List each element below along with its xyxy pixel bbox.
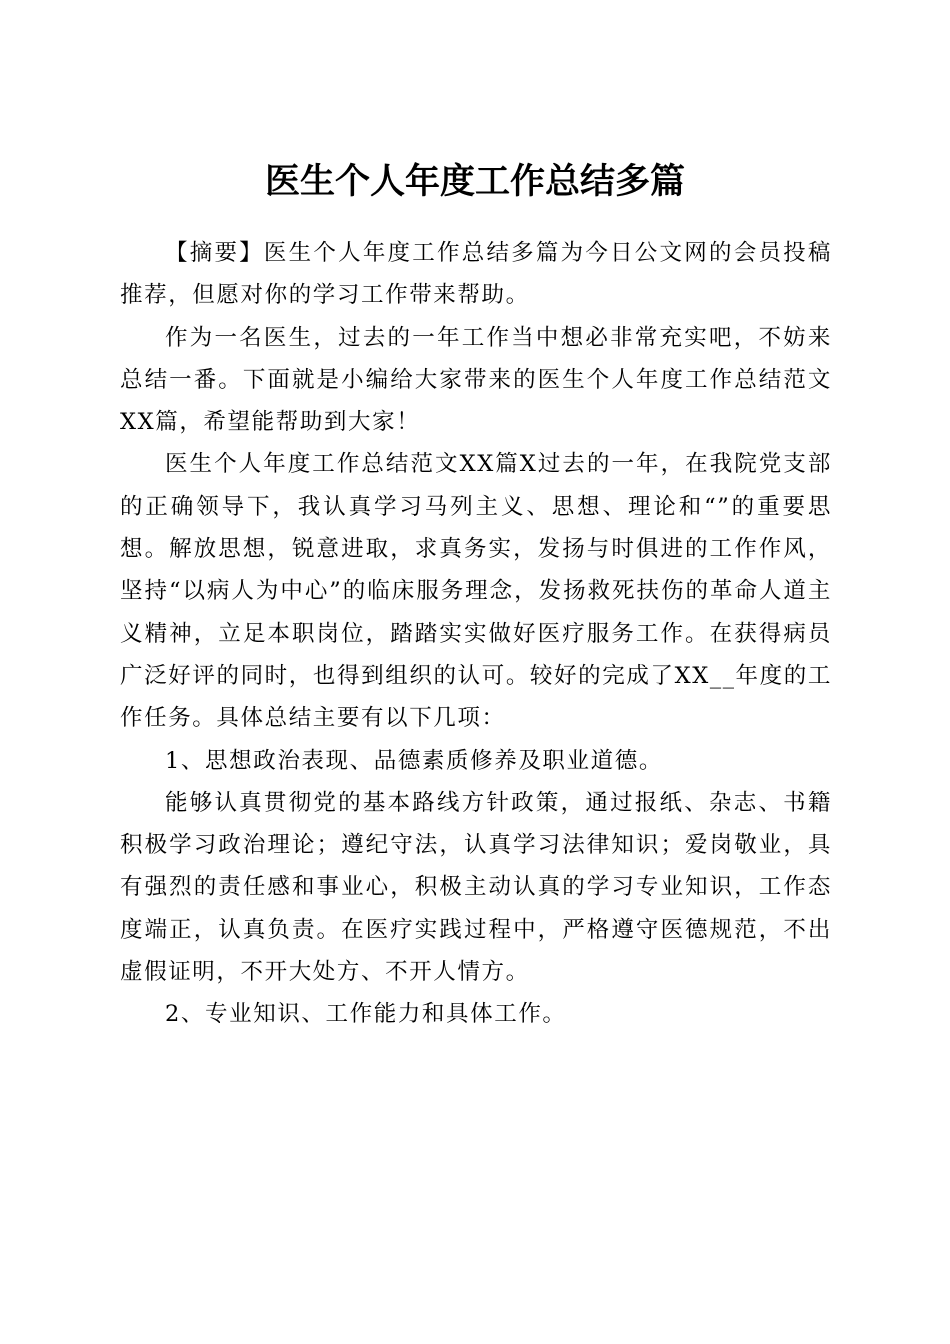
paragraph-abstract: 【摘要】医生个人年度工作总结多篇为今日公文网的会员投稿推荐，但愿对你的学习工作带来帮助。 xyxy=(120,240,832,309)
section-heading-2: 2、专业知识、工作能力和具体工作。 xyxy=(165,1001,567,1028)
section-heading-1: 1、思想政治表现、品德素质修养及职业道德。 xyxy=(165,747,663,774)
paragraph-intro: 作为一名医生，过去的一年工作当中想必非常充实吧，不妨来总结一番。下面就是小编给大家带来的医生个人年度工作总结范文XX篇，希望能帮助到大家！ xyxy=(120,324,832,436)
paragraph-summary-opening: 医生个人年度工作总结范文XX篇X过去的一年，在我院党支部的正确领导下，我认真学习马列主义、思想、理论和“”的重要思想。解放思想，锐意进取，求真务实，发扬与时俱进的工作作风，坚持“以病人为中心”的临床服务理念，发扬救死扶伤的革命人道主义精神，立足本职岗位，踏踏实实做好医疗服务工作。在获得病员广泛好评的同时，也得到组织的认可。较好的完成了XX__年度的工作任务。具体总结主要有以下几项： xyxy=(120,451,832,732)
document-body xyxy=(120,232,832,1036)
paragraph-section-1: 能够认真贯彻党的基本路线方针政策，通过报纸、杂志、书籍积极学习政治理论；遵纪守法，认真学习法律知识；爱岗敬业，具有强烈的责任感和事业心，积极主动认真的学习专业知识，工作态度端正，认真负责。在医疗实践过程中，严格遵守医德规范，不出虚假证明，不开大处方、不开人情方。 xyxy=(120,789,832,986)
document-title: 医生个人年度工作总结多篇 xyxy=(264,161,685,203)
